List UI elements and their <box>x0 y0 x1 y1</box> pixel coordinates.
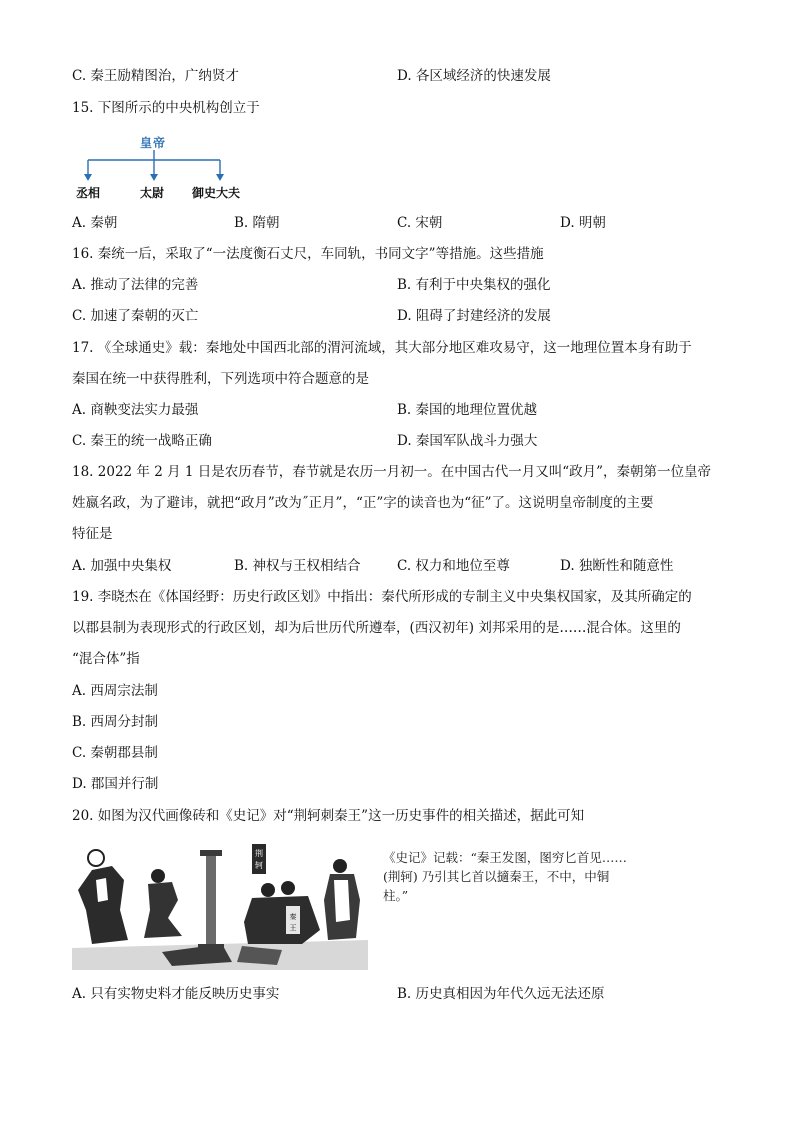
q15-option-c: C. 宋朝 <box>397 215 443 231</box>
q17-option-c: C. 秦王的统一战略正确 <box>72 433 212 449</box>
q19-option-c: C. 秦朝郡县制 <box>72 745 158 761</box>
q18-option-b: B. 神权与王权相结合 <box>234 558 361 574</box>
q19-option-d: D. 郡国并行制 <box>72 776 159 792</box>
org-tree-lines <box>72 132 262 184</box>
q16-option-a: A. 推动了法律的完善 <box>72 277 199 293</box>
q20-option-a: A. 只有实物史料才能反映历史事实 <box>72 986 280 1002</box>
svg-text:荆: 荆 <box>255 849 263 858</box>
q20-shiji-quote: 《史记》记载：“秦王发图，图穷匕首见……(荆轲) 乃引其匕首以擿秦王，不中，中铜柱。” <box>383 850 627 903</box>
q16-option-b: B. 有利于中央集权的强化 <box>397 277 551 293</box>
q15-option-b: B. 隋朝 <box>234 215 280 231</box>
q16-option-d: D. 阻碍了封建经济的发展 <box>397 308 551 324</box>
q16-option-c: C. 加速了秦朝的灭亡 <box>72 308 199 324</box>
q19-option-a: A. 西周宗法制 <box>72 683 158 699</box>
q18-option-a: A. 加强中央集权 <box>72 558 172 574</box>
q15-option-a: A. 秦朝 <box>72 215 118 231</box>
diagram-node-yushidafu: 御史大夫 <box>192 186 241 200</box>
q18-option-d: D. 独断性和随意性 <box>560 558 674 574</box>
svg-text:轲: 轲 <box>255 861 263 870</box>
q17-stem-line1: 17. 《全球通史》载：秦地处中国西北部的渭河流域，其大部分地区难攻易守，这一地理位置本身有助于 <box>72 340 692 356</box>
q20-stem: 20. 如图为汉代画像砖和《史记》对“荆轲刺秦王”这一历史事件的相关描述，据此可知 <box>72 808 585 824</box>
q14-option-c: C. 秦王励精图治，广纳贤才 <box>72 68 239 84</box>
q19-stem-line3: “混合体”指 <box>72 651 140 667</box>
q17-option-a: A. 商鞅变法实力最强 <box>72 402 199 418</box>
q16-stem: 16. 秦统一后，采取了“一法度衡石丈尺，车同轨，书同文字”等措施。这些措施 <box>72 246 544 262</box>
svg-text:王: 王 <box>289 924 297 932</box>
diagram-top-node: 皇帝 <box>140 136 167 150</box>
svg-text:秦: 秦 <box>289 913 297 921</box>
q17-option-d: D. 秦国军队战斗力强大 <box>397 433 538 449</box>
q15-option-d: D. 明朝 <box>560 215 606 231</box>
q14-option-d: D. 各区域经济的快速发展 <box>397 68 551 84</box>
q17-stem-line2: 秦国在统一中获得胜利，下列选项中符合题意的是 <box>72 371 369 387</box>
q15-stem: 15. 下图所示的中央机构创立于 <box>72 100 260 116</box>
q19-option-b: B. 西周分封制 <box>72 714 159 730</box>
q18-stem-line3: 特征是 <box>72 526 113 542</box>
q18-stem-line2: 姓嬴名政，为了避讳，就把“政月”改为˝正月”，“正”字的读音也为“征”了。这说明皇帝制度的主要 <box>72 495 654 511</box>
q15-org-diagram <box>72 132 262 204</box>
q19-stem-line1: 19. 李晓杰在《体国经野：历史行政区划》中指出：秦代所形成的专制主义中央集权国家，及其所确定的 <box>72 589 692 605</box>
q18-option-c: C. 权力和地位至尊 <box>397 558 510 574</box>
diagram-node-chengxiang: 丞相 <box>76 186 101 200</box>
han-stone-relief-image <box>72 840 368 970</box>
q18-stem-line1: 18. 2022 年 2 月 1 日是农历春节，春节就是农历一月初一。在中国古代一月又叫“政月”，秦朝第一位皇帝 <box>72 464 712 480</box>
q19-stem-line2: 以郡县制为表现形式的行政区划，却为后世历代所遵奉，(西汉初年) 刘邦采用的是……混合体。这里的 <box>72 620 681 636</box>
q20-option-b: B. 历史真相因为年代久远无法还原 <box>397 986 605 1002</box>
q17-option-b: B. 秦国的地理位置优越 <box>397 402 538 418</box>
diagram-node-taiwei: 太尉 <box>140 186 165 200</box>
